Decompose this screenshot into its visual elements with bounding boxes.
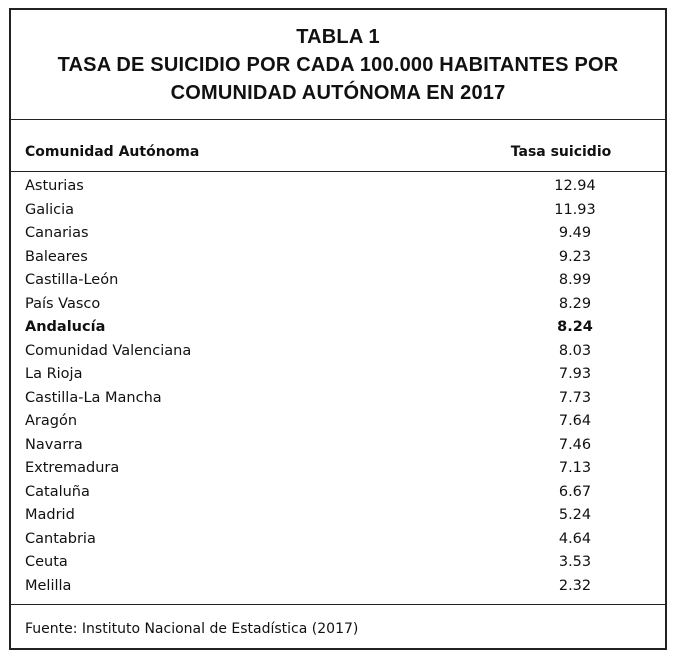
region-name: La Rioja (25, 366, 83, 382)
table-row (11, 341, 665, 365)
region-name: Comunidad Valenciana (25, 342, 192, 359)
region-name: Madrid (25, 507, 75, 523)
region-name: Castilla-La Mancha (25, 389, 162, 406)
table-row (11, 411, 665, 435)
table-row (11, 552, 665, 576)
suicide-rate-value: 5.24 (558, 507, 592, 523)
region-name: Extremadura (25, 460, 120, 476)
region-name: Andalucía (25, 319, 106, 335)
column-header-region: Comunidad Autónoma (25, 144, 200, 160)
suicide-rate-value: 12.94 (554, 178, 596, 194)
table-title (11, 10, 665, 120)
column-header-rate: Tasa suicidio (510, 144, 612, 160)
region-name: Baleares (25, 248, 88, 265)
table-row (11, 294, 665, 318)
table-body (11, 176, 665, 599)
suicide-rate-value: 7.73 (558, 389, 592, 406)
table-row (11, 576, 665, 600)
suicide-rate-value: 7.46 (558, 436, 592, 453)
table-row (11, 200, 665, 224)
suicide-rate-value: 8.03 (558, 342, 592, 359)
table-row (11, 435, 665, 459)
table-title-line: COMUNIDAD AUTÓNOMA EN 2017 (170, 81, 506, 104)
table-row (11, 482, 665, 506)
table-source-note: Fuente: Instituto Nacional de Estadística (2017) (25, 621, 359, 637)
region-name: País Vasco (25, 295, 101, 312)
footer-divider (11, 604, 665, 605)
table-number: TABLA 1 (296, 25, 380, 48)
suicide-rate-value: 8.99 (558, 272, 592, 288)
region-name: Ceuta (25, 554, 68, 570)
table-title-line: TASA DE SUICIDIO POR CADA 100.000 HABITANTES POR (57, 53, 619, 76)
region-name: Aragón (25, 413, 78, 429)
suicide-rate-value: 9.23 (558, 248, 592, 265)
region-name: Castilla-León (25, 272, 119, 288)
suicide-rate-value: 11.93 (554, 201, 596, 218)
region-name: Navarra (25, 436, 83, 453)
suicide-rate-value: 7.93 (558, 366, 592, 382)
table-row (11, 270, 665, 294)
region-name: Cataluña (25, 483, 90, 500)
table-row (11, 364, 665, 388)
suicide-rate-value: 8.29 (558, 295, 592, 312)
suicide-rate-value: 9.49 (558, 225, 592, 241)
suicide-rate-value: 7.13 (558, 460, 592, 476)
table-row (11, 529, 665, 553)
region-name: Canarias (25, 225, 89, 241)
region-name: Cantabria (25, 530, 96, 547)
table-frame (9, 8, 667, 650)
suicide-rate-value: 2.32 (558, 577, 592, 594)
table-row (11, 223, 665, 247)
suicide-rate-value: 4.64 (558, 530, 592, 547)
table-row (11, 176, 665, 200)
table-row (11, 247, 665, 271)
suicide-rate-value: 3.53 (558, 554, 592, 570)
region-name: Melilla (25, 577, 72, 594)
table-row (11, 505, 665, 529)
table-row (11, 317, 665, 341)
suicide-rate-value: 6.67 (558, 483, 592, 500)
suicide-rate-value: 7.64 (558, 413, 592, 429)
table-row (11, 458, 665, 482)
table-header (11, 120, 665, 172)
suicide-rate-value: 8.24 (557, 319, 593, 335)
table-row (11, 388, 665, 412)
region-name: Asturias (25, 178, 84, 194)
region-name: Galicia (25, 201, 75, 218)
